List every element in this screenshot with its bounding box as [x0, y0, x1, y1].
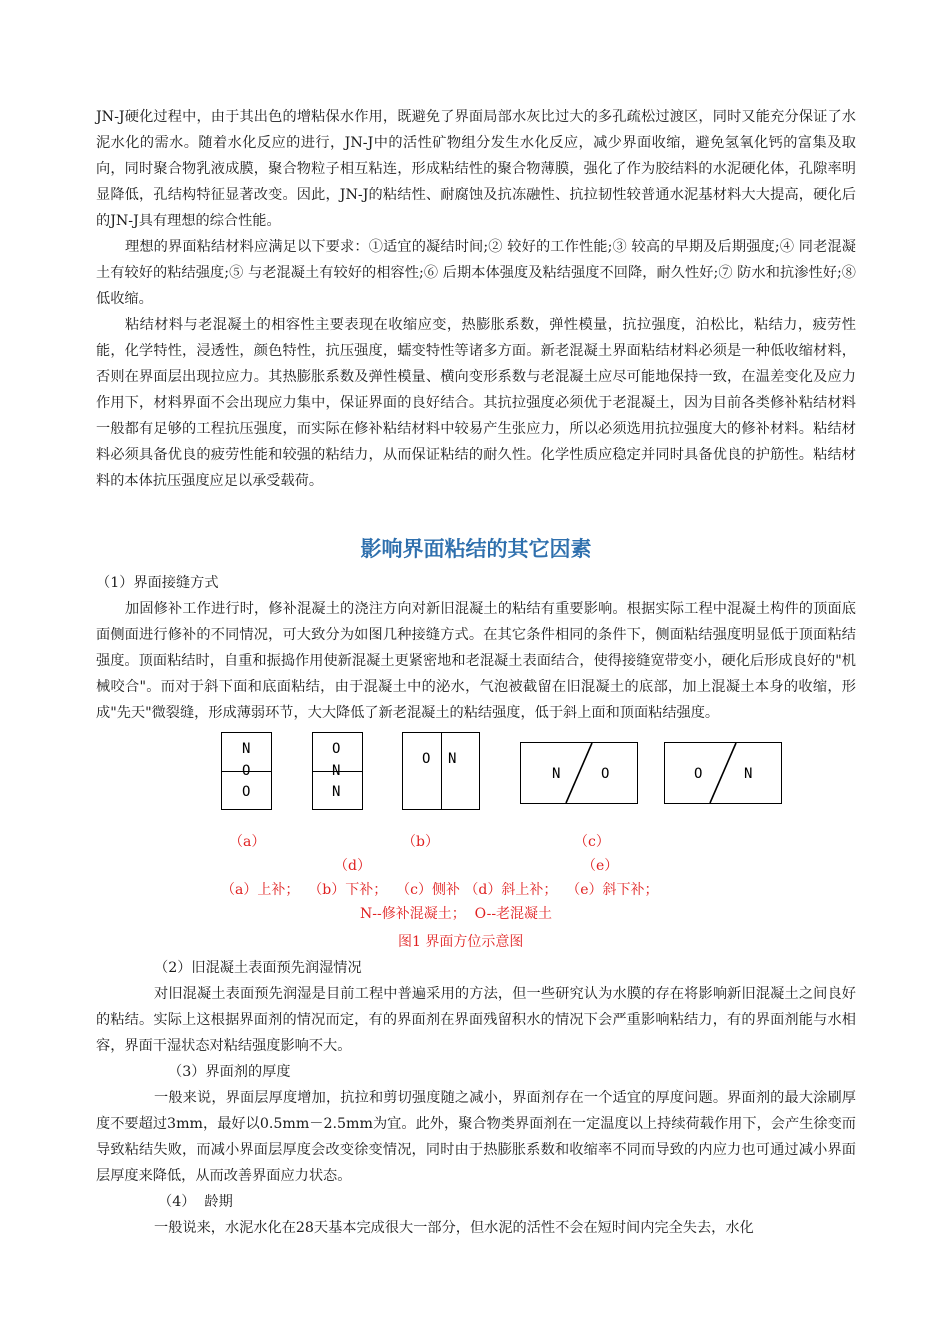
s1-title: （1）界面接缝方式: [96, 575, 219, 591]
figure-box-b-bottom: N: [332, 784, 341, 800]
figure-legend-line1: （a）上补； （b）下补； （c）侧补 （d）斜上补； （e）斜下补；: [221, 882, 659, 898]
s3-title: （3）界面剂的厚度: [168, 1064, 291, 1080]
figure-box-e-right: N: [744, 766, 753, 782]
s4-title: （4） 龄期: [158, 1194, 233, 1210]
figure-box-c-joint: [441, 732, 442, 810]
figure-box-d-left: N: [552, 766, 561, 782]
figure-box-e-left: O: [694, 766, 703, 782]
figure-legend-line2: N--修补混凝土； O--老混凝土: [360, 906, 553, 922]
figure-label-a: （a）: [229, 834, 266, 850]
figure-label-c: （c）: [574, 834, 610, 850]
s1-body: 加固修补工作进行时，修补混凝土的浇注方向对新旧混凝土的粘结有重要影响。根据实际工程中混凝土构件的顶面底面侧面进行修补的不同情况，可大致分为如图几种接缝方式。在其它条件相同的条件下，侧面粘结强度明显低于顶面粘结强度。顶面粘结时，自重和振捣作用使新混凝土更紧密地和老混凝土表面结合，使得接缝宽带变小，硬化后形成良好的"机械咬合"。而对于斜下面和底面粘结，由于混凝土中的泌水，气泡被截留在旧混凝土的底部，加上混凝土本身的收缩，形成"先天"微裂缝，形成薄弱环节，大大降低了新老混凝土的粘结强度，低于斜上面和顶面粘结强度。: [96, 601, 856, 721]
section-title: 影响界面粘结的其它因素: [360, 537, 592, 561]
figure-box-c-right: N: [448, 751, 457, 767]
s2-body: 对旧混凝土表面预先润湿是目前工程中普遍采用的方法，但一些研究认为水膜的存在将影响新旧混凝土之间良好的粘结。实际上这根据界面剂的情况而定，有的界面剂在界面残留积水的情况下会严重影响粘结力，有的界面剂能与水相容，界面干湿状态对粘结强度影响不大。: [96, 986, 856, 1054]
figure-box-b-mid: N: [332, 763, 341, 779]
interface-orientation-figure: [96, 730, 856, 930]
figure-box-d-joint: [520, 742, 638, 804]
figure-box-a-top: N: [242, 741, 251, 757]
intro-paragraph-1: JN-J硬化过程中，由于其出色的增粘保水作用，既避免了界面局部水灰比过大的多孔疏松过渡区，同时又能充分保证了水泥水化的需水。随着水化反应的进行，JN-J中的活性矿物组分发生水化反应，减少界面收缩，避免氢氧化钙的富集及取向，同时聚合物乳液成膜，聚合物粒子相互粘连，形成粘结性的聚合物薄膜，强化了作为胶结料的水泥硬化体，孔隙率明显降低，孔结构特征显著改变。因此，JN-J的粘结性、耐腐蚀及抗冻融性、抗拉韧性较普通水泥基材料大大提高，硬化后的JN-J具有理想的综合性能。: [96, 109, 856, 229]
figure-label-b: （b）: [402, 834, 439, 850]
document-page: [96, 104, 856, 1241]
intro-paragraph-3: 粘结材料与老混凝土的相容性主要表现在收缩应变，热膨胀系数，弹性模量，抗拉强度，泊松比，粘结力，疲劳性能，化学特性，浸透性，颜色特性，抗压强度，蠕变特性等诸多方面。新老混凝土界面粘结材料必须是一种低收缩材料，否则在界面层出现拉应力。其热膨胀系数及弹性模量、横向变形系数与老混凝土应尽可能地保持一致，在温差变化及应力作用下，材料界面不会出现应力集中，保证界面的良好结合。其抗拉强度必须优于老混凝土，因为目前各类修补粘结材料一般都有足够的工程抗压强度，而实际在修补粘结材料中较易产生张应力，所以必须选用抗拉强度大的修补材料。粘结材料必须具备优良的疲劳性能和较强的粘结力，从而保证粘结的耐久性。化学性质应稳定并同时具备优良的护筋性。粘结材料的本体抗压强度应足以承受载荷。: [96, 317, 856, 489]
s3-body: 一般来说，界面层厚度增加，抗拉和剪切强度随之减小，界面剂存在一个适宜的厚度问题。界面剂的最大涂刷厚度不要超过3mm，最好以0.5mm－2.5mm为宜。此外，聚合物类界面剂在一定温度以上持续荷载作用下，会产生徐变而导致粘结失败，而减小界面层厚度会改变徐变情况，同时由于热膨胀系数和收缩率不同而导致的内应力也可通过减小界面层厚度来降低，从而改善界面应力状态。: [96, 1090, 856, 1184]
figure-box-d-right: O: [601, 766, 610, 782]
figure-label-d: （d）: [334, 858, 371, 874]
figure-box-c-left: O: [422, 751, 431, 767]
figure-box-e-joint: [664, 742, 782, 804]
figure-box-a-mid: O: [242, 763, 251, 779]
figure-label-e: （e）: [582, 858, 619, 874]
figure-box-b-top: O: [332, 741, 341, 757]
figure-box-a-bottom: O: [242, 784, 251, 800]
s4-body: 一般说来，水泥水化在28天基本完成很大一部分，但水泥的活性不会在短时间内完全失去，水化: [154, 1220, 754, 1236]
s2-title: （2）旧混凝土表面预先润湿情况: [154, 960, 362, 976]
figure-caption: 图1 界面方位示意图: [398, 934, 524, 950]
intro-paragraph-2: 理想的界面粘结材料应满足以下要求：①适宜的凝结时间;② 较好的工作性能;③ 较高的早期及后期强度;④ 同老混凝土有较好的粘结强度;⑤ 与老混凝土有较好的相容性;⑥ 后期本体强度及粘结强度不回降，耐久性好;⑦ 防水和抗渗性好;⑧ 低收缩。: [96, 239, 856, 307]
